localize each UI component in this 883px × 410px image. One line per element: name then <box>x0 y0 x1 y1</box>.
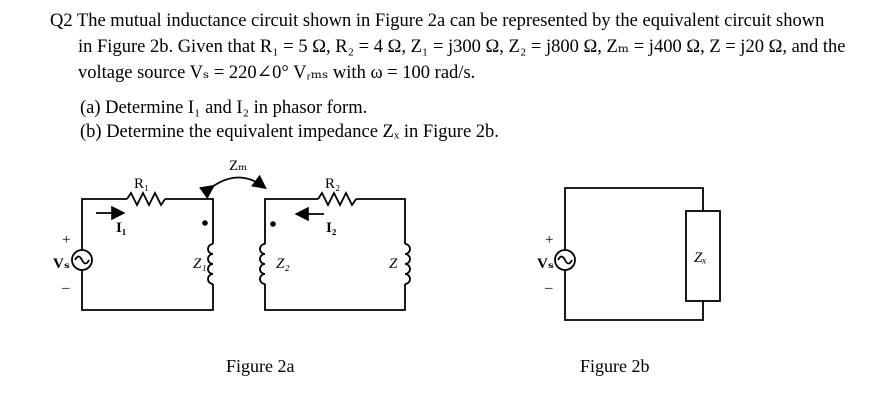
polarity-dot-primary <box>202 220 208 226</box>
caption-figure-2a: Figure 2a <box>226 356 295 376</box>
loop2-top-wire <box>356 199 405 244</box>
label-z2: Z₂ <box>276 256 290 272</box>
resistor-r2 <box>318 193 356 205</box>
label-i1: I₁ <box>116 220 127 236</box>
label-vs-2a: Vₛ <box>53 256 70 272</box>
label-r1: R₁ <box>134 176 150 192</box>
label-vs-2b: Vₛ <box>537 256 554 272</box>
minus-sign-2a: – <box>62 280 70 296</box>
part-b: (b) Determine the equivalent impedance Zₓ in Figure 2b. <box>80 122 499 142</box>
source-wave-2b <box>558 257 572 264</box>
label-z1: Z₁ <box>193 256 207 272</box>
label-i2: I₂ <box>326 220 337 236</box>
fig2b-bottom-wire <box>565 270 703 320</box>
source-wave-2a <box>75 257 89 264</box>
resistor-r1 <box>127 193 165 205</box>
plus-sign-2b: + <box>545 232 554 248</box>
inductor-z2-secondary <box>260 244 265 284</box>
part-a: (a) Determine I₁ and I₂ in phasor form. <box>80 98 368 118</box>
question-line-1: Q2 The mutual inductance circuit shown in Figure 2a can be represented by the equivalent circuit shown <box>50 11 825 31</box>
figure-2b-labels <box>537 232 707 296</box>
fig2b-wire <box>565 188 703 250</box>
plus-sign-2a: + <box>62 232 71 248</box>
inductor-z <box>405 244 410 284</box>
minus-sign-2b: – <box>545 280 553 296</box>
figure-2a-labels <box>53 158 398 296</box>
question-line-3: voltage source Vₛ = 220∠0° Vᵣₘₛ with ω = 100 rad/s. <box>78 63 476 83</box>
polarity-dot-secondary <box>270 221 276 227</box>
figure-2a-circuit <box>72 178 410 311</box>
inductor-z1-primary <box>208 244 213 284</box>
loop1-bottom-wire <box>82 270 213 310</box>
label-zm: Zₘ <box>229 158 248 174</box>
question-line-2: in Figure 2b. Given that R₁ = 5 Ω, R₂ = 4 Ω, Z₁ = j300 Ω, Z₂ = j800 Ω, Zₘ = j400 Ω, Z = j20 Ω, and the <box>78 37 846 57</box>
caption-figure-2b: Figure 2b <box>580 356 650 376</box>
label-zx: Zₓ <box>694 250 707 266</box>
mutual-coupling-arrow <box>212 178 264 188</box>
loop2-bottom-wire <box>265 284 405 310</box>
label-z: Z <box>389 256 398 272</box>
label-r2: R₂ <box>325 176 341 192</box>
